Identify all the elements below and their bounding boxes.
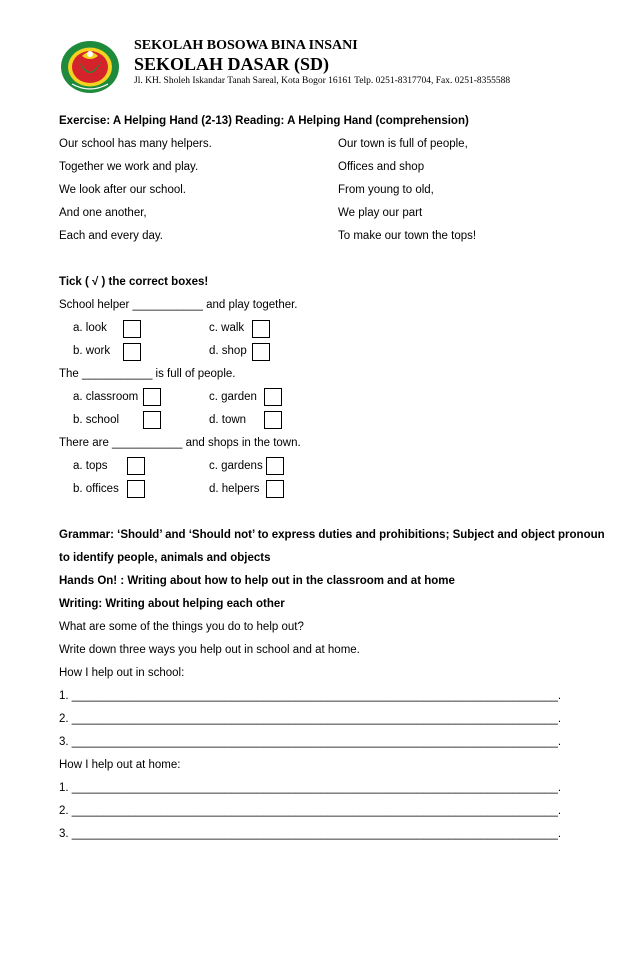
home-answer-line[interactable]: 2. ____________________________________________________________________________. xyxy=(59,805,562,817)
school-help-heading: How I help out in school: xyxy=(59,667,185,679)
answer-checkbox[interactable] xyxy=(266,480,284,498)
option-label: d. helpers xyxy=(209,483,260,495)
poem-left-line: Our school has many helpers. xyxy=(59,138,212,150)
school-answer-line[interactable]: 2. ____________________________________________________________________________. xyxy=(59,713,562,725)
school-logo xyxy=(60,40,120,94)
question-prompt: School helper ___________ and play together. xyxy=(59,299,298,311)
poem-left-line: Together we work and play. xyxy=(59,161,199,173)
grammar-line-1: Grammar: ‘Should’ and ‘Should not’ to express duties and prohibitions; Subject and object pronoun xyxy=(59,529,605,541)
poem-left-line: We look after our school. xyxy=(59,184,186,196)
answer-checkbox[interactable] xyxy=(127,480,145,498)
option-label: d. shop xyxy=(209,345,247,357)
option-label: d. town xyxy=(209,414,247,426)
question-prompt: The ___________ is full of people. xyxy=(59,368,236,380)
poem-left-line: Each and every day. xyxy=(59,230,163,242)
exercise-title: Exercise: A Helping Hand (2-13) Reading: A Helping Hand (comprehension) xyxy=(59,115,469,127)
option-label: b. school xyxy=(73,414,120,426)
poem-right-line: Our town is full of people, xyxy=(338,138,468,150)
option-label: c. walk xyxy=(209,322,245,334)
option-label: c. garden xyxy=(209,391,257,403)
option-label: b. work xyxy=(73,345,111,357)
answer-checkbox[interactable] xyxy=(143,411,161,429)
answer-checkbox[interactable] xyxy=(123,320,141,338)
writing-instruction: Write down three ways you help out in school and at home. xyxy=(59,644,360,656)
writing-question: What are some of the things you do to help out? xyxy=(59,621,304,633)
writing-heading: Writing: Writing about helping each other xyxy=(59,598,285,610)
school-address: Jl. KH. Sholeh Iskandar Tanah Sareal, Kota Bogor 16161 Telp. 0251-8317704, Fax. 0251-8355588 xyxy=(134,76,511,86)
option-label: a. look xyxy=(73,322,107,334)
school-answer-line[interactable]: 1. ____________________________________________________________________________. xyxy=(59,690,562,702)
school-name: SEKOLAH BOSOWA BINA INSANI xyxy=(134,38,358,53)
answer-checkbox[interactable] xyxy=(143,388,161,406)
home-answer-line[interactable]: 1. ____________________________________________________________________________. xyxy=(59,782,562,794)
answer-checkbox[interactable] xyxy=(252,320,270,338)
poem-right-line: Offices and shop xyxy=(338,161,425,173)
answer-checkbox[interactable] xyxy=(123,343,141,361)
tick-heading: Tick ( √ ) the correct boxes! xyxy=(59,276,209,288)
answer-checkbox[interactable] xyxy=(266,457,284,475)
school-level: SEKOLAH DASAR (SD) xyxy=(134,54,330,74)
option-label: c. gardens xyxy=(209,460,263,472)
home-help-heading: How I help out at home: xyxy=(59,759,181,771)
answer-checkbox[interactable] xyxy=(264,388,282,406)
poem-left-line: And one another, xyxy=(59,207,147,219)
option-label: a. tops xyxy=(73,460,108,472)
poem-right-line: To make our town the tops! xyxy=(338,230,477,242)
home-answer-line[interactable]: 3. ____________________________________________________________________________. xyxy=(59,828,562,840)
answer-checkbox[interactable] xyxy=(264,411,282,429)
poem-right-line: From young to old, xyxy=(338,184,434,196)
question-prompt: There are ___________ and shops in the town. xyxy=(59,437,301,449)
option-label: a. classroom xyxy=(73,391,139,403)
option-label: b. offices xyxy=(73,483,119,495)
grammar-line-2: to identify people, animals and objects xyxy=(59,552,271,564)
hands-on-heading: Hands On! : Writing about how to help out in the classroom and at home xyxy=(59,575,455,587)
answer-checkbox[interactable] xyxy=(252,343,270,361)
answer-checkbox[interactable] xyxy=(127,457,145,475)
poem-right-line: We play our part xyxy=(338,207,423,219)
school-answer-line[interactable]: 3. ____________________________________________________________________________. xyxy=(59,736,562,748)
